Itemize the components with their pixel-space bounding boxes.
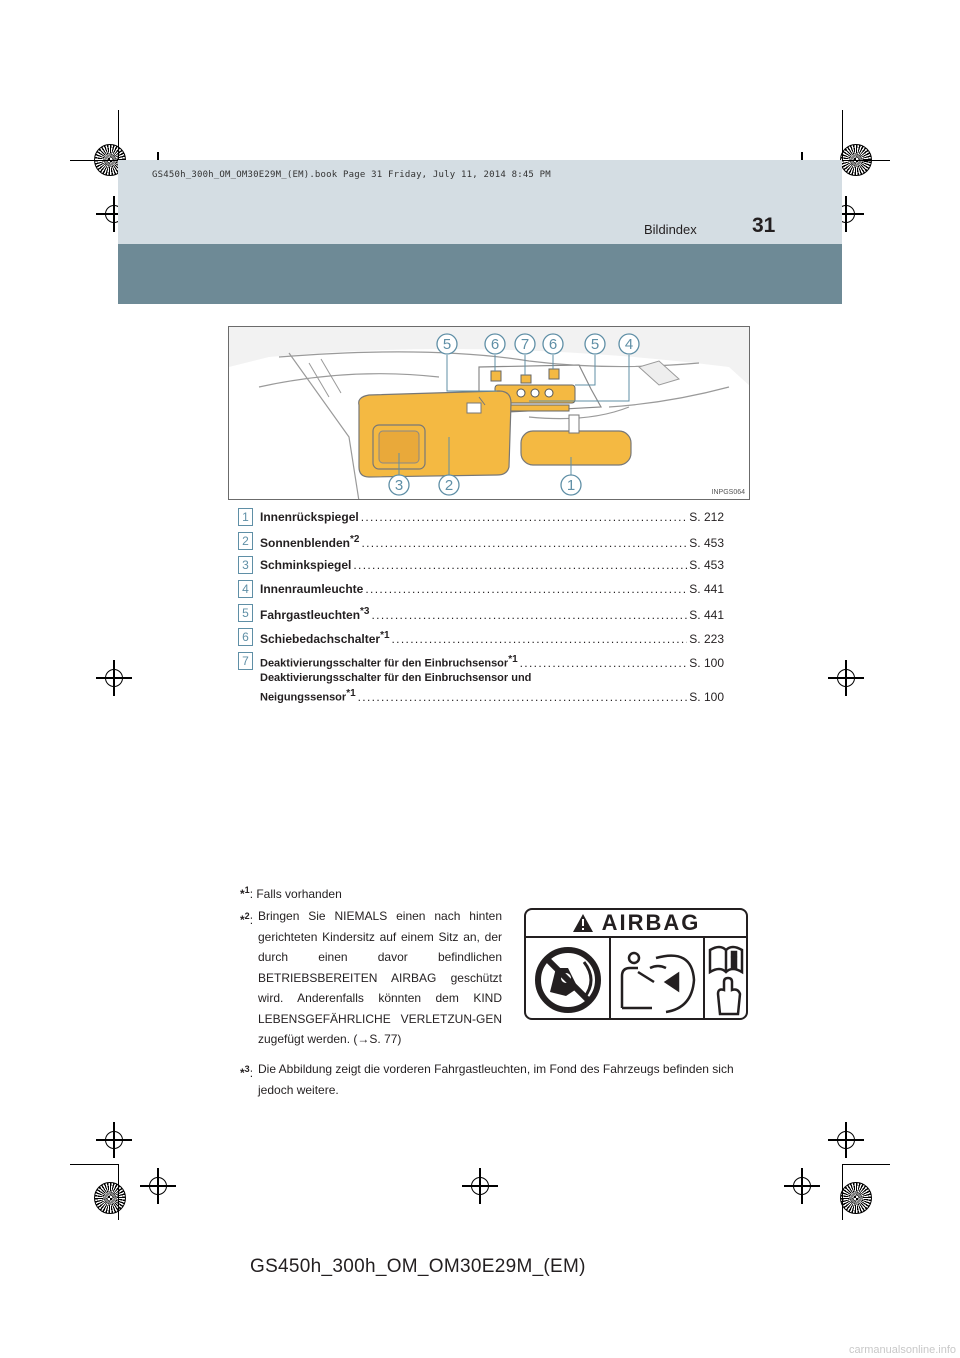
item-label: Innenraumleuchte (260, 582, 364, 596)
airbag-header (526, 910, 746, 938)
registration-mark-bottom-left (90, 1178, 130, 1218)
callout-top: 7 (520, 336, 530, 353)
page-reference-link[interactable]: S. 100 (689, 689, 724, 704)
item-label: Sonnenblenden$^{*2}$ (260, 534, 360, 550)
list-item (238, 652, 724, 672)
page-reference-link[interactable]: S. 453 (689, 558, 724, 572)
item-number: 2 (238, 532, 253, 550)
item-label: Deaktivierungsschalter für den Einbruchsensor$^{*1}$ (260, 654, 518, 670)
item-7-continuation: Deaktivierungsschalter für den Einbruchsensor und (260, 672, 532, 684)
header-band-dark (118, 244, 842, 304)
item-number: 1 (238, 508, 253, 526)
item-label: Neigungssensor$^{*1}$ (260, 688, 356, 704)
footer-model-code: GS450h_300h_OM_OM30E29M_(EM) (250, 1256, 586, 1277)
footnote-3-mark: *$^3$: (240, 1064, 254, 1080)
item-label: Schminkspiegel (260, 558, 352, 572)
crosshair-mark (96, 660, 132, 696)
list-item (238, 508, 724, 528)
warning-triangle-icon (572, 913, 594, 933)
callout-top: 4 (624, 336, 634, 353)
crop-line (70, 160, 118, 161)
footnote-1: *$^1$: Falls vorhanden (240, 885, 342, 901)
roof-switch-left (491, 371, 501, 381)
illustration-code: INPGS064 (711, 489, 745, 496)
list-item (238, 580, 724, 600)
item-number: 7 (238, 652, 253, 670)
crop-line (118, 1164, 119, 1220)
page-number: 31 (752, 214, 776, 237)
callout-top: 5 (590, 336, 600, 353)
footnote-2-text: Bringen Sie NIEMALS einen nach hinten gerichteten Kindersitz auf einem Sitz an, der durch einen davor befindlichen BETRIEBSBEREITEN AIRBAG geschützt wird. Anderenfalls könnten dem KIND LEBENSGEFÄHRLICHE VERLETZUN-GEN zugefügt werden. (→S. 77) (258, 909, 502, 1046)
item-label: Fahrgastleuchten$^{*3}$ (260, 606, 370, 622)
footnote-2-mark: *$^2$: (240, 911, 254, 927)
page-reference-link[interactable]: S. 441 (689, 582, 724, 596)
airbag-deploy-icon (622, 953, 694, 1012)
item-number: 3 (238, 556, 253, 574)
item-number: 6 (238, 628, 253, 646)
book-info-line: GS450h_300h_OM_OM30E29M_(EM).book Page 31 Friday, July 11, 2014 8:45 PM (152, 170, 551, 180)
page-reference-link[interactable]: S. 441 (689, 608, 724, 622)
crosshair-mark (462, 1168, 498, 1204)
section-title: Bildindex (644, 222, 697, 237)
list-item (238, 532, 724, 552)
callout-bottom: 1 (566, 477, 576, 494)
crop-line (842, 1164, 890, 1165)
item-number: 5 (238, 604, 253, 622)
airbag-warning-label (524, 908, 748, 1020)
crosshair-mark (140, 1168, 176, 1204)
callout-top: 5 (442, 336, 452, 353)
read-manual-icon (710, 947, 742, 1014)
list-item (238, 556, 724, 576)
callout-top: 6 (548, 336, 558, 353)
intrusion-switch (521, 375, 531, 383)
page-reference-link[interactable]: S. 100 (689, 655, 724, 670)
crop-line (118, 110, 119, 160)
page-reference-link[interactable]: S. 453 (689, 536, 724, 550)
callout-top: 6 (490, 336, 500, 353)
overhead-console-drawing (229, 327, 750, 500)
page-reference-link[interactable]: S. 223 (689, 632, 724, 646)
crop-line (842, 1164, 843, 1220)
footnote-3-text: Die Abbildung zeigt die vorderen Fahrgastleuchten, im Fond des Fahrzeugs befinden sich jedoch weitere. (258, 1062, 734, 1097)
list-item (238, 686, 724, 706)
no-rear-facing-seat-icon (538, 950, 598, 1010)
interior-illustration (228, 326, 750, 500)
crosshair-mark (828, 660, 864, 696)
crop-line (842, 160, 890, 161)
crosshair-mark (96, 1122, 132, 1158)
rear-view-mirror (521, 431, 631, 465)
roof-switch-right (549, 369, 559, 379)
item-label: Schiebedachschalter$^{*1}$ (260, 630, 390, 646)
airbag-title: AIRBAG (601, 910, 701, 935)
callout-bottom: 2 (444, 477, 454, 494)
item-number: 4 (238, 580, 253, 598)
callout-bottom: 3 (394, 477, 404, 494)
list-item (238, 628, 724, 648)
crop-line (70, 1164, 118, 1165)
crosshair-mark (784, 1168, 820, 1204)
item-label: Innenrückspiegel (260, 510, 359, 524)
list-item (238, 604, 724, 624)
crop-line (842, 110, 843, 160)
crosshair-mark (828, 1122, 864, 1158)
watermark: carmanualsonline.info (848, 1344, 956, 1356)
page-reference-link[interactable]: S. 212 (689, 510, 724, 524)
airbag-pictograms (526, 938, 746, 1020)
